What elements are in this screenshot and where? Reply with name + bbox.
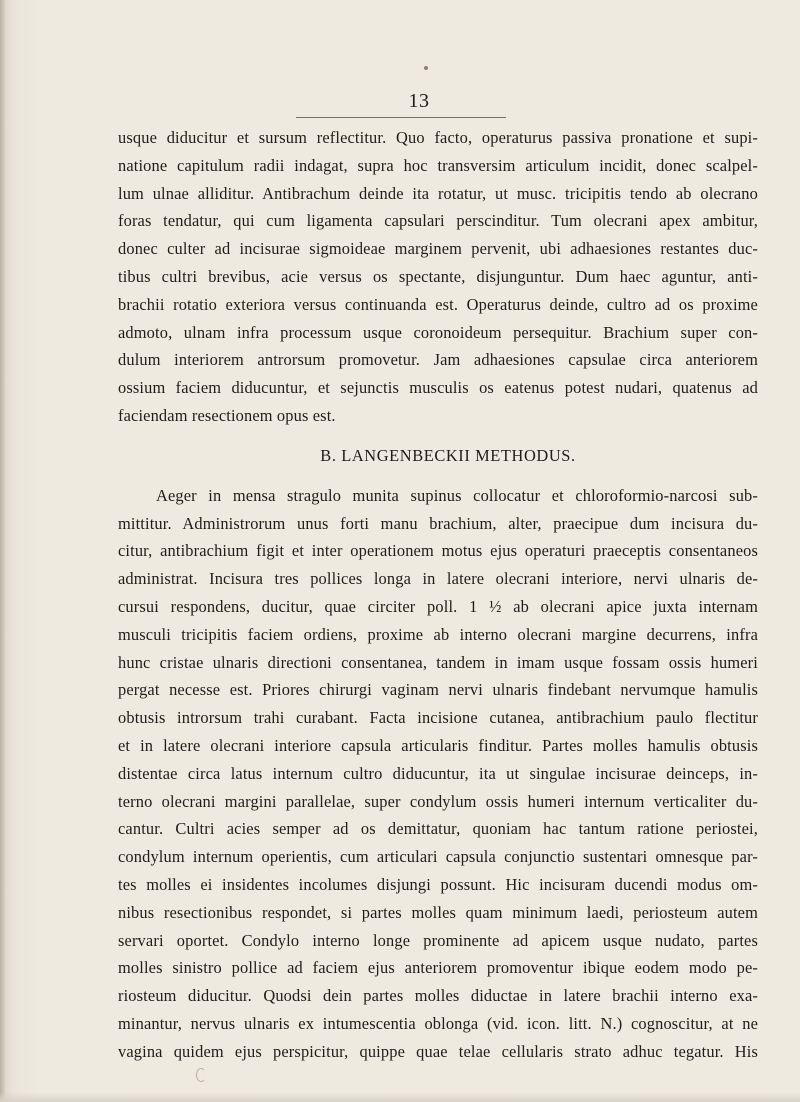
binding-edge-shadow [0,0,6,1102]
page-number: 13 [408,90,430,112]
text-line: admoto, ulnam infra processum usque coronoideum persequitur. Brachium super con- [118,322,758,342]
paragraph-langenbeck [118,482,758,1066]
text-line: obtusis introrsum trahi curabant. Facta incisione cutanea, antibrachium paulo flectitur [118,708,758,728]
text-line: mittitur. Administrorum unus forti manu brachium, alter, praecipue dum incisura du- [118,513,758,533]
text-line: cantur. Cultri acies semper ad os demittatur, quoniam hac tantum ratione periostei, [118,819,758,839]
text-line: nibus resectionibus respondet, si partes molles quam minimum laedi, periosteum autem [118,902,758,922]
section-heading: B. LANGENBECKII METHODUS. [320,445,576,465]
paragraph-continued [118,124,758,430]
text-line: faciendam resectionem opus est. [118,405,336,425]
text-line: dulum interiorem antrorsum promovetur. Jam adhaesiones capsulae circa anteriorem [118,350,758,370]
text-line: molles sinistro pollice ad faciem ejus anteriorem promoventur ibique eodem modo pe- [118,958,758,978]
text-line: ossium faciem diducuntur, et sejunctis musculis os eatenus potest nudari, quatenus ad [118,378,758,398]
header-rule [296,117,506,118]
text-line: foras tendatur, qui cum ligamenta capsulari perscinditur. Tum olecrani apex ambitur, [118,211,758,231]
text-line: condylum internum operientis, cum articulari capsula conjunctio sustentari omnesque par- [118,847,758,867]
text-line: pergat necesse est. Priores chirurgi vaginam nervi ulnaris findebant nervumque hamulis [118,680,758,700]
text-line: citur, antibrachium figit et inter operationem motus ejus operaturi praeceptis consentaneos [118,541,758,561]
text-line: Aeger in mensa stragulo munita supinus collocatur et chloroformio-narcosi sub- [156,485,758,505]
ink-speck [424,66,428,70]
text-line: tibus cultri brevibus, acie versus os spectante, disjunguntur. Dum haec aguntur, anti- [118,266,758,286]
page-bottom-edge [0,1092,800,1102]
text-line: servari oportet. Condylo interno longe prominente ad apicem usque nudato, partes [118,930,758,950]
text-line: terno olecrani margini parallelae, super condylum ossis humeri internum verticaliter du- [118,791,758,811]
text-line: usque diducitur et sursum reflectitur. Quo facto, operaturus passiva pronatione et supi- [118,128,758,147]
body-text [118,124,758,1066]
text-line: tes molles ei insidentes incolumes disjungi possunt. Hic incisuram ducendi modus om- [118,874,758,894]
paper-blemish [196,1068,206,1082]
text-line: riosteum diducitur. Quodsi dein partes molles diductae in latere brachii interno exa- [118,986,758,1006]
text-line: natione capitulum radii indagat, supra hoc transversim articulum incidit, donec scalpel- [118,155,758,175]
text-line: donec culter ad incisurae sigmoideae marginem pervenit, ubi adhaesiones restantes duc- [118,239,758,259]
text-line: musculi tricipitis faciem ordiens, proxime ab interno olecrani margine decurrens, infra [118,624,758,644]
text-line: lum ulnae alliditur. Antibrachum deinde ita rotatur, ut musc. tricipitis tendo ab olecrano [118,183,758,203]
text-line: minantur, nervus ulnaris ex intumescentia oblonga (vid. icon. litt. N.) cognoscitur, at ne [118,1013,758,1033]
text-line: et in latere olecrani interiore capsula articularis finditur. Partes molles hamulis obtusis [118,735,758,755]
text-line: administrat. Incisura tres pollices longa in latere olecrani interiore, nervi ulnaris de- [118,569,758,589]
text-line: distentae circa latus internum cultro diducuntur, ita ut singulae incisurae deinceps, in- [118,763,758,783]
text-line: cursui respondens, ducitur, quae circiter poll. 1 ½ ab olecrani apice juxta internam [118,596,758,616]
text-line: vagina quidem ejus perspicitur, quippe quae telae cellularis strato adhuc tegatur. His [118,1041,758,1061]
text-line: hunc cristae ulnaris directioni consentanea, tandem in imam usque fossam ossis humeri [118,652,758,672]
text-line: brachii rotatio exteriora versus continuanda est. Operaturus deinde, cultro ad os proxime [118,294,758,314]
